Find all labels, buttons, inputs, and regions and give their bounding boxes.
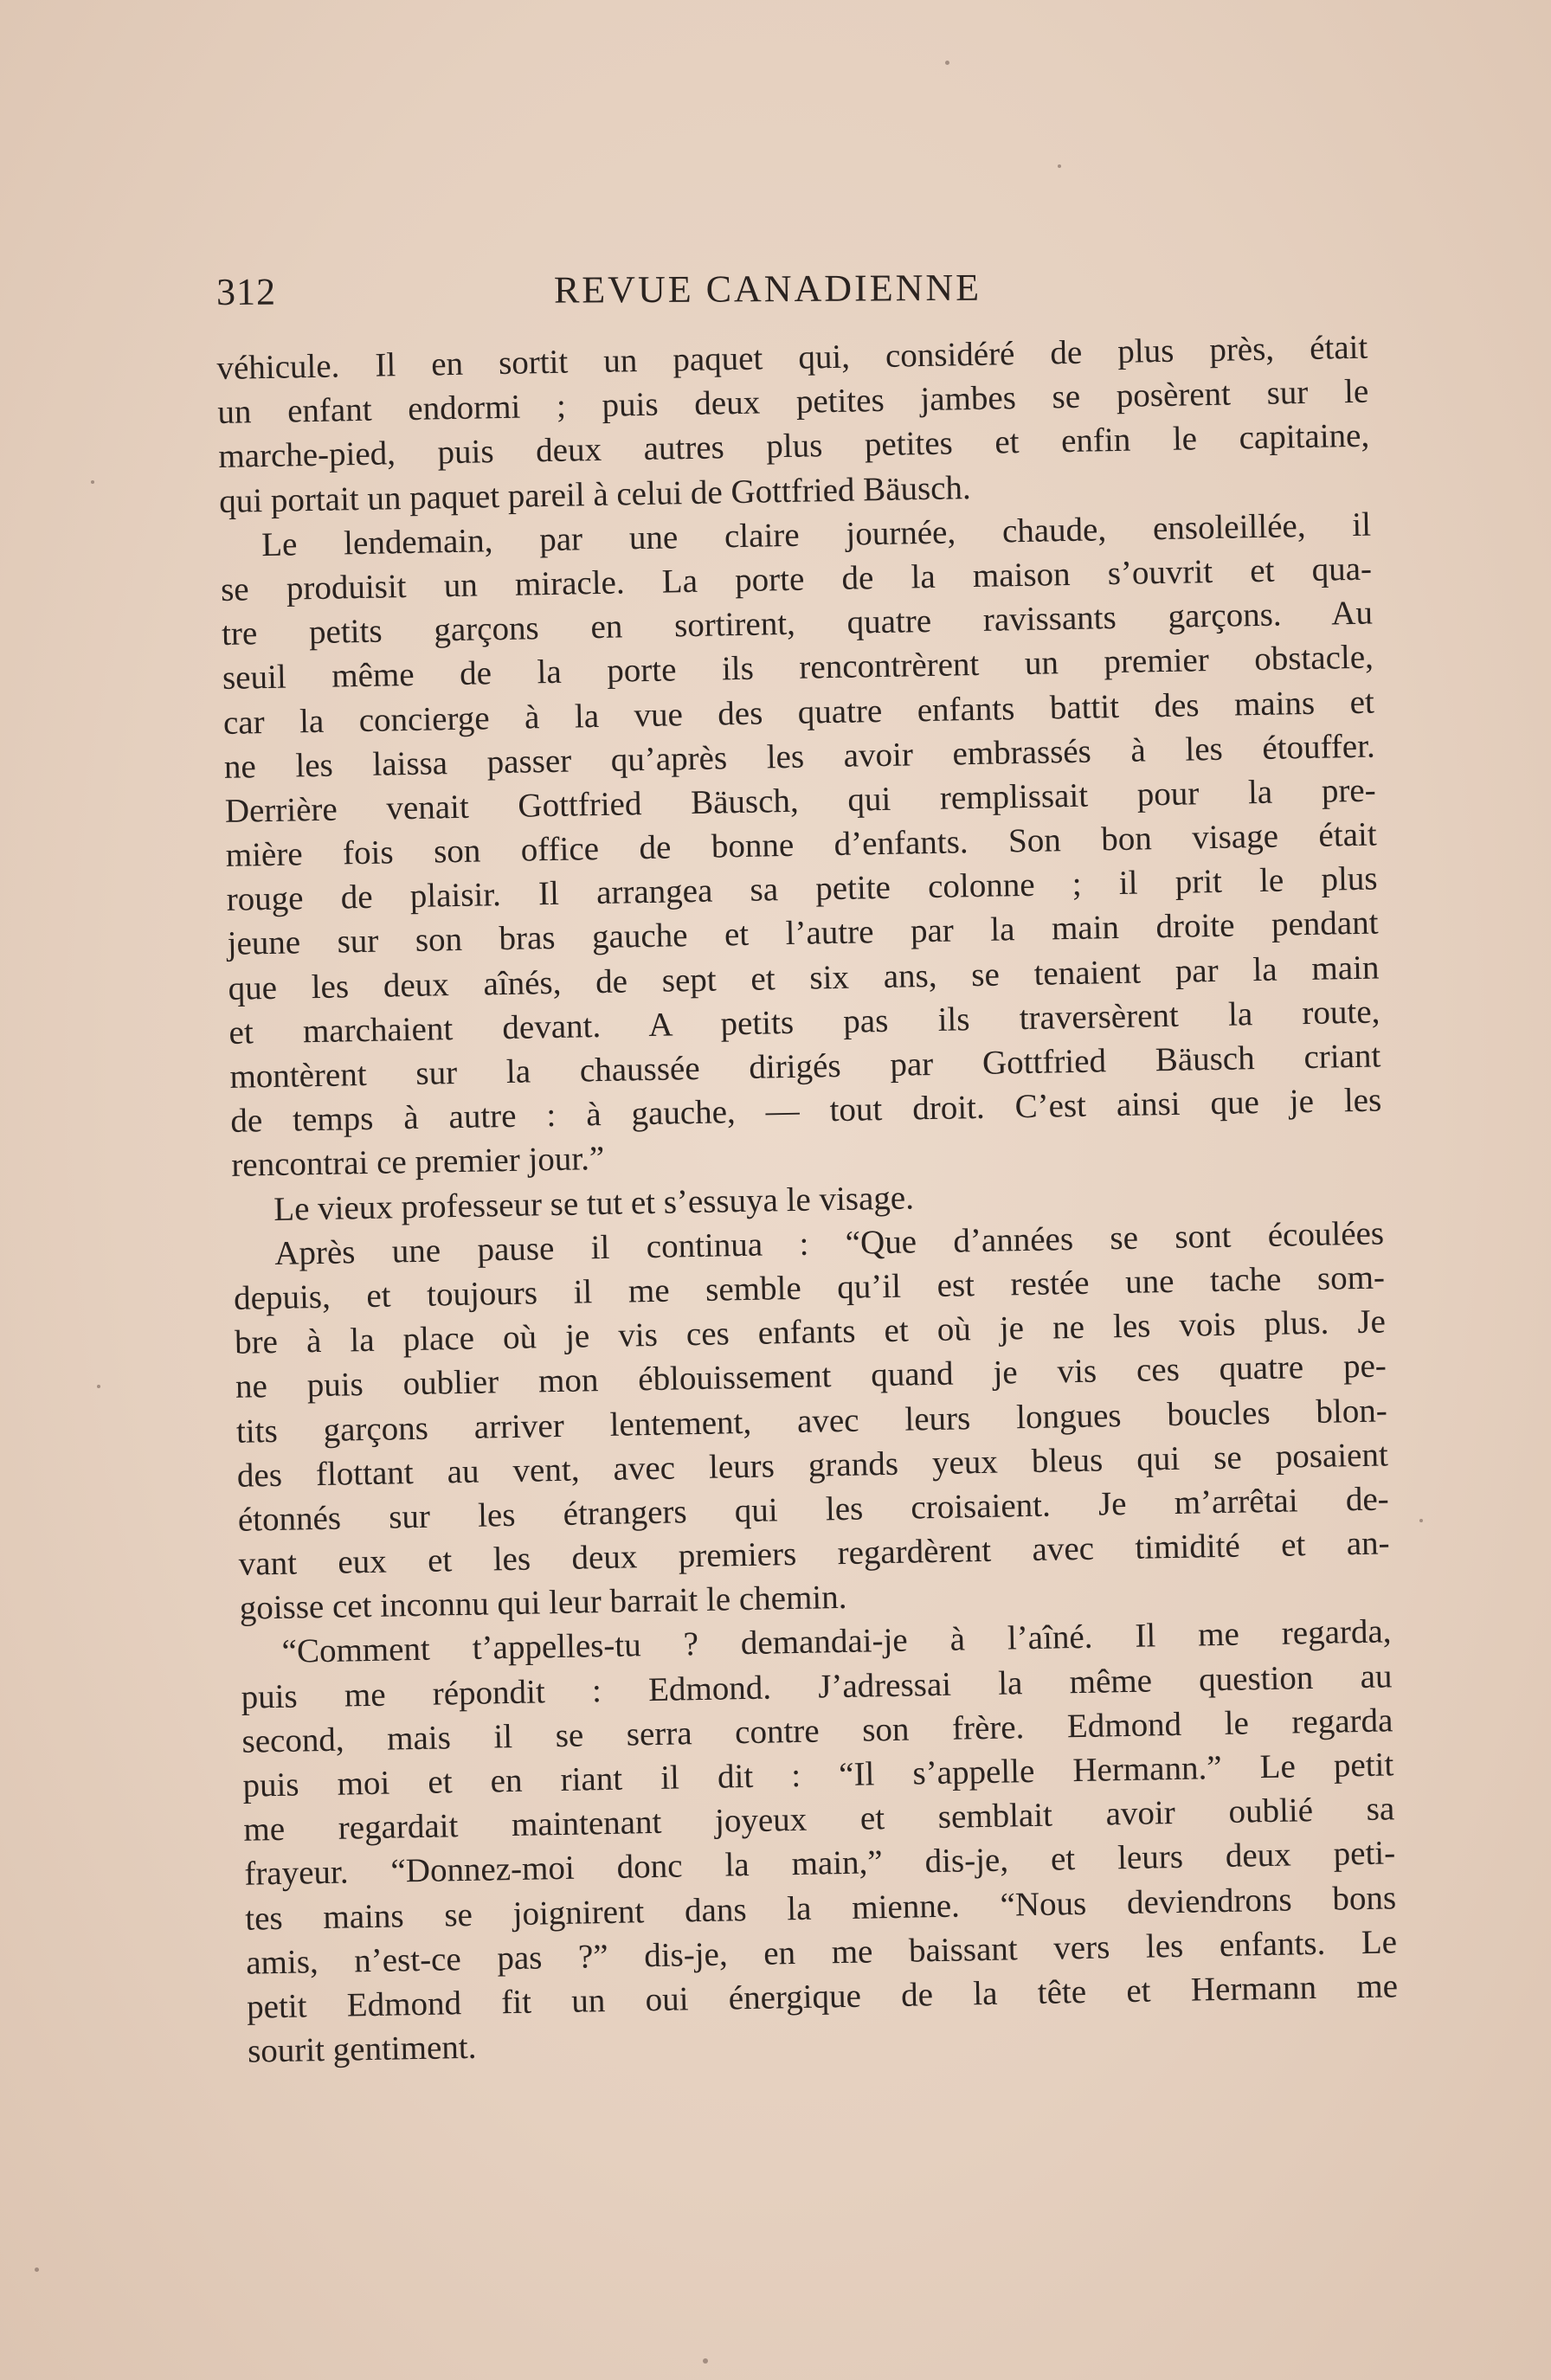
page-header xyxy=(216,263,1368,322)
text-line: sourit gentiment. xyxy=(247,2028,477,2070)
text-line: seuil même de la porte ils rencontrèrent un premier obstacle, xyxy=(222,638,1374,698)
paper-speck xyxy=(35,2267,39,2272)
text-line: amis, n’est-ce pas ?” dis-je, en me baissant vers les enfants. Le xyxy=(245,1923,1398,1982)
text-line: se produisit un miracle. La porte de la maison s’ouvrit et qua- xyxy=(220,550,1373,608)
text-line: bre à la place où je vis ces enfants et où je ne les vois plus. Je xyxy=(234,1303,1387,1361)
text-line: me regardait maintenant joyeux et semblait avoir oublié sa xyxy=(243,1790,1395,1849)
text-line: frayeur. “Donnez-moi donc la main,” dis-je, et leurs deux peti- xyxy=(243,1834,1396,1894)
text-line: de temps à autre : à gauche, — tout droit. C’est ainsi que je les xyxy=(230,1081,1382,1141)
text-line: ne les laissa passer qu’après les avoir embrassés à les étouffer. xyxy=(223,727,1376,786)
text-line: depuis, et toujours il me semble qu’il est restée une tache som- xyxy=(233,1258,1386,1317)
text-line: et marchaient devant. A petits pas ils traversèrent la route, xyxy=(228,993,1380,1052)
text-line: tre petits garçons en sortirent, quatre ravissants garçons. Au xyxy=(221,594,1374,653)
text-line: que les deux aînés, de sept et six ans, se tenaient par la main xyxy=(228,949,1380,1007)
paper-speck xyxy=(91,480,94,484)
text-line: Après une pause il continua : “Que d’années se sont écoulées xyxy=(274,1214,1385,1272)
text-line: “Comment t’appelles-tu ? demandai-je à l’aîné. Il me regarda, xyxy=(281,1612,1392,1671)
body-text xyxy=(216,325,1399,2074)
text-line: vant eux et les deux premiers regardèrent avec timidité et an- xyxy=(238,1524,1390,1583)
text-line: mière fois son office de bonne d’enfants. Son bon visage était xyxy=(225,815,1377,874)
text-line: tits garçons arriver lentement, avec leurs longues boucles blon- xyxy=(235,1391,1388,1451)
page-number: 312 xyxy=(216,270,277,314)
text-line: qui portait un paquet pareil à celui de Gottfried Bäusch. xyxy=(218,468,972,520)
text-line: tes mains se joignirent dans la mienne. “Nous deviendrons bons xyxy=(244,1878,1397,1938)
text-line: véhicule. Il en sortit un paquet qui, considéré de plus près, était xyxy=(216,328,1368,387)
paper-speck xyxy=(1058,164,1061,168)
paper-speck xyxy=(945,61,949,65)
text-line: goisse cet inconnu qui leur barrait le chemin. xyxy=(239,1579,847,1628)
text-line: montèrent sur la chaussée dirigés par Gottfried Bäusch criant xyxy=(229,1037,1381,1096)
text-line: des flottant au vent, avec leurs grands yeux bleus qui se posaient xyxy=(236,1436,1389,1495)
text-line: marche-pied, puis deux autres plus petites et enfin le capitaine, xyxy=(217,416,1370,476)
paper-speck xyxy=(1419,1519,1423,1522)
text-line: ne puis oublier mon éblouissement quand je vis ces quatre pe- xyxy=(235,1347,1387,1406)
text-line: Le vieux professeur se tut et s’essuya le visage. xyxy=(273,1178,915,1228)
text-line: second, mais il se serra contre son frère. Edmond le regarda xyxy=(241,1701,1393,1760)
text-line: Derrière venait Gottfried Bäusch, qui remplissait pour la pre- xyxy=(224,771,1377,830)
text-line: un enfant endormi ; puis deux petites jambes se posèrent sur le xyxy=(217,372,1369,432)
text-line: Le lendemain, par une claire journée, chaude, ensoleillée, il xyxy=(261,505,1372,563)
text-line: puis moi et en riant il dit : “Il s’appelle Hermann.” Le petit xyxy=(242,1746,1394,1804)
text-line: rouge de plaisir. Il arrangea sa petite colonne ; il prit le plus xyxy=(226,859,1378,919)
paper-speck xyxy=(97,1385,100,1388)
text-line: rencontrai ce premier jour.” xyxy=(230,1140,605,1185)
text-line: étonnés sur les étrangers qui les croisaient. Je m’arrêtai de- xyxy=(237,1480,1390,1539)
text-line: petit Edmond fit un oui énergique de la tête et Hermann me xyxy=(246,1967,1399,2026)
text-line: jeune sur son bras gauche et l’autre par la main droite pendant xyxy=(227,904,1379,963)
running-title: REVUE CANADIENNE xyxy=(553,266,982,312)
paper-speck xyxy=(703,2358,708,2364)
text-line: puis me répondit : Edmond. J’adressai la même question au xyxy=(241,1656,1393,1716)
text-line: car la concierge à la vue des quatre enfants battit des mains et xyxy=(222,683,1375,742)
